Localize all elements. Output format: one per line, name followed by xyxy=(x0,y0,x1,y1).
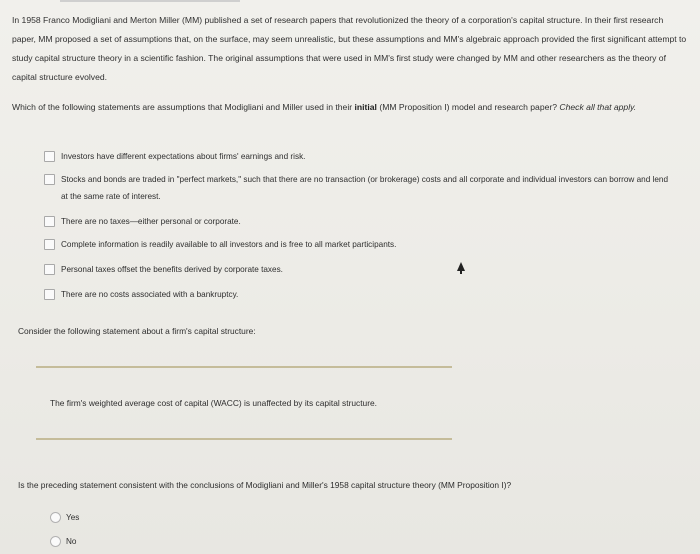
radio-label: No xyxy=(66,537,77,546)
mouse-cursor-icon xyxy=(457,262,465,271)
radio-label: Yes xyxy=(66,513,80,522)
checkbox[interactable] xyxy=(44,264,55,275)
question-prompt xyxy=(12,98,688,116)
checkbox[interactable] xyxy=(44,174,55,185)
option-label: Investors have different expectations about firms' earnings and risk. xyxy=(61,152,306,161)
top-divider xyxy=(60,0,240,2)
statement-top-divider xyxy=(36,366,452,368)
option-label: There are no taxes—either personal or corporate. xyxy=(61,217,241,226)
option-label: Stocks and bonds are traded in "perfect markets," such that there are no transaction (or brokerage) costs and all corporate and individual investors can borrow and lend at the same rate of interest. xyxy=(61,175,669,201)
radio-option-no[interactable] xyxy=(50,536,76,547)
checkbox[interactable] xyxy=(44,151,55,162)
question-bold: initial xyxy=(354,102,377,112)
question-suffix: (MM Proposition I) model and research paper? xyxy=(376,102,560,112)
checkbox[interactable] xyxy=(44,289,55,300)
radio-option-yes[interactable] xyxy=(50,512,79,523)
option-different-expectations[interactable] xyxy=(44,148,671,165)
consistency-question: Is the preceding statement consistent with the conclusions of Modigliani and Miller's 1958 capital structure theory (MM Proposition I)? xyxy=(18,480,512,490)
statement-text: The firm's weighted average cost of capital (WACC) is unaffected by its capital structure. xyxy=(50,398,377,408)
option-no-bankruptcy-costs[interactable] xyxy=(44,286,671,303)
question-prefix: Which of the following statements are assumptions that Modigliani and Miller used in their xyxy=(12,102,355,112)
option-perfect-markets[interactable] xyxy=(44,171,671,205)
option-label: There are no costs associated with a bankruptcy. xyxy=(61,290,239,299)
checkbox[interactable] xyxy=(44,216,55,227)
option-label: Personal taxes offset the benefits derived by corporate taxes. xyxy=(61,265,283,274)
checkbox[interactable] xyxy=(44,239,55,250)
radio-button[interactable] xyxy=(50,536,61,547)
statement-bottom-divider xyxy=(36,438,452,440)
option-personal-taxes[interactable] xyxy=(44,261,671,278)
intro-paragraph: In 1958 Franco Modigliani and Merton Miller (MM) published a set of research papers that revolutionized the theory of a corporation's capital structure. In their first research paper, MM proposed a set of assumptions that, on the surface, may seem unrealistic, but these assumptions and MM's algebraic approach provided the first significant attempt to study capital structure theory in a scientific fashion. The original assumptions that were used in MM's first study were changed by MM and other researchers as the theory of capital structure evolved. xyxy=(12,15,687,82)
option-complete-information[interactable] xyxy=(44,236,671,253)
option-no-taxes[interactable] xyxy=(44,213,671,230)
question-instruction: Check all that apply. xyxy=(559,102,637,112)
consider-prompt: Consider the following statement about a firm's capital structure: xyxy=(18,326,256,336)
option-label: Complete information is readily available to all investors and is free to all market participants. xyxy=(61,240,397,249)
radio-button[interactable] xyxy=(50,512,61,523)
